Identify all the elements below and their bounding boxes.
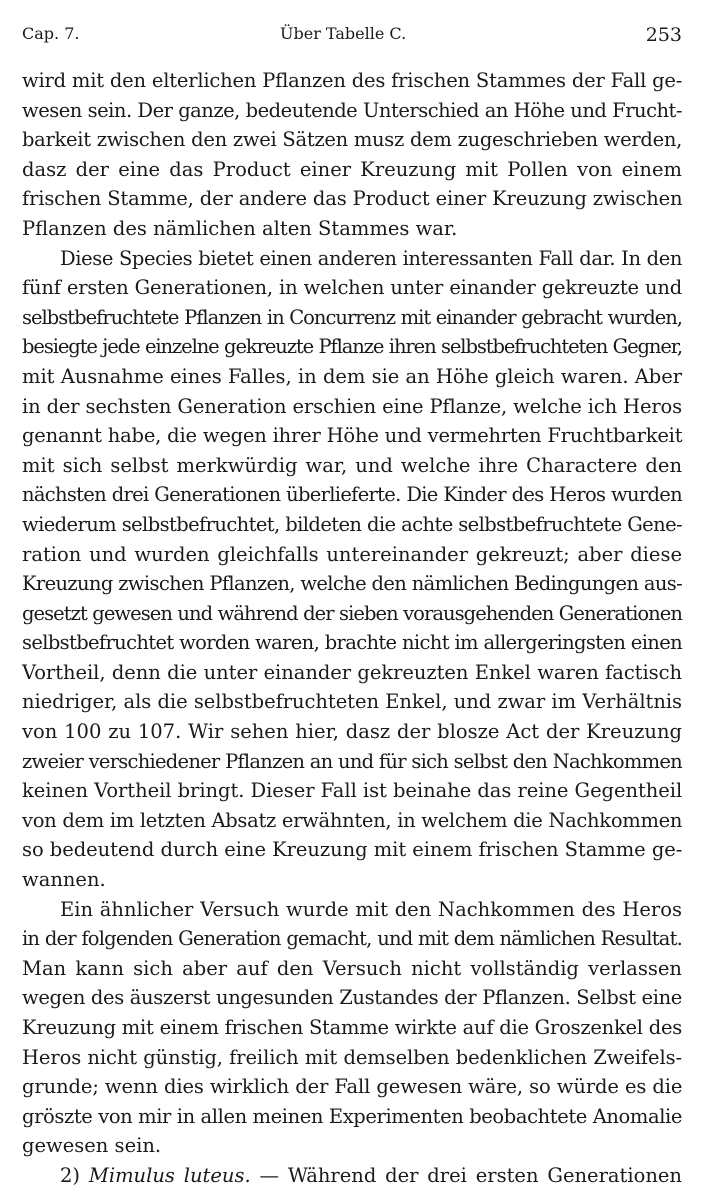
body-text — [22, 66, 682, 1191]
text-line: Heros nicht günstig, freilich mit demselben bedenklichen Zweifels- — [22, 1045, 682, 1069]
text-line: zweier verschiedener Pflanzen an und für sich selbst den Nachkommen — [22, 749, 682, 773]
section-line — [22, 1161, 682, 1191]
text-line: gesetzt gewesen und während der sieben vorausgehenden Generationen — [22, 601, 682, 625]
text-line: wiederum selbstbefruchtet, bildeten die achte selbstbefruchtete Gene- — [22, 512, 682, 536]
paragraph — [22, 244, 682, 895]
text-line: gewesen sein. — [22, 1134, 162, 1158]
text-line: Pflanzen des nämlichen alten Stammes war. — [22, 216, 458, 240]
text-line: so bedeutend durch eine Kreuzung mit einem frischen Stamme ge- — [22, 838, 683, 862]
text-line: Kreuzung zwischen Pflanzen, welche den nämlichen Bedingungen aus- — [22, 572, 683, 596]
text-line: barkeit zwischen den zwei Sätzen musz dem zugeschrieben werden, — [22, 128, 682, 152]
page-number: 253 — [645, 24, 682, 46]
text-line: genannt habe, die wegen ihrer Höhe und vermehrten Fruchtbarkeit — [22, 424, 683, 448]
text-line: wird mit den elterlichen Pflanzen des frischen Stammes der Fall ge- — [22, 69, 683, 92]
text-line: Vortheil, denn die unter einander gekreuzten Enkel waren factisch — [22, 660, 682, 684]
text-line: keinen Vortheil bringt. Dieser Fall ist beinahe das reine Gegentheil — [22, 779, 683, 803]
text-line: in der sechsten Generation erschien eine Pflanze, welche ich Heros — [22, 394, 682, 418]
species-name: Mimulus luteus. — [88, 1163, 251, 1187]
text-line: fünf ersten Generationen, in welchen unter einander gekreuzte und — [22, 276, 682, 300]
text-line: wegen des äuszerst ungesunden Zustandes der Pflanzen. Selbst eine — [22, 986, 682, 1010]
text-line: Man kann sich aber auf den Versuch nicht vollständig verlassen — [22, 956, 682, 980]
text-line: von dem im letzten Absatz erwähnten, in welchem die Nachkommen — [22, 808, 683, 832]
page-heading: Über Tabelle C. — [280, 24, 407, 43]
text-line: wesen sein. Der ganze, bedeutende Unterschied an Höhe und Frucht- — [22, 98, 682, 122]
text-line: frischen Stamme, der andere das Product einer Kreuzung zwischen — [22, 187, 683, 211]
section-heading-line — [22, 1161, 682, 1191]
text-line: selbstbefruchtet worden waren, brachte nicht im allergeringsten einen — [22, 631, 682, 655]
text-line: grunde; wenn dies wirklich der Fall gewesen wäre, so würde es die — [22, 1075, 683, 1099]
text-line: Diese Species bietet einen anderen interessanten Fall dar. In den — [60, 246, 682, 270]
text-line: wannen. — [22, 868, 106, 892]
text-line: besiegte jede einzelne gekreuzte Pflanze ihren selbstbefruchteten Gegner, — [22, 335, 682, 359]
paragraph — [22, 895, 682, 1161]
text-line: mit Ausnahme eines Falles, in dem sie an Höhe gleich waren. Aber — [22, 364, 682, 388]
text-line: Ein ähnlicher Versuch wurde mit den Nachkommen des Heros — [60, 897, 682, 921]
text-line: mit sich selbst merkwürdig war, und welche ihre Charactere den — [22, 453, 682, 477]
text-line: von 100 zu 107. Wir sehen hier, dasz der blosze Act der Kreuzung — [22, 720, 682, 744]
text-line: nächsten drei Generationen überlieferte. Die Kinder des Heros wurden — [22, 483, 682, 507]
chapter-label: Cap. 7. — [22, 24, 80, 43]
text-line: niedriger, als die selbstbefruchteten Enkel, und zwar im Verhältnis — [22, 690, 682, 714]
text-line: dasz der eine das Product einer Kreuzung mit Pollen von einem — [22, 157, 682, 181]
text-line: Kreuzung mit einem frischen Stamme wirkte auf die Groszenkel des — [22, 1016, 683, 1039]
text-line: selbstbefruchtete Pflanzen in Concurrenz mit einander gebracht wurden, — [22, 305, 682, 329]
text-line: ration und wurden gleichfalls untereinander gekreuzt; aber diese — [22, 542, 682, 566]
text-line: in der folgenden Generation gemacht, und mit dem nämlichen Resultat. — [22, 927, 682, 951]
running-header — [22, 18, 682, 48]
section-text: — Während der drei ersten Generationen — [259, 1163, 682, 1187]
text-line: gröszte von mir in allen meinen Experimenten beobachtete Anomalie — [22, 1104, 683, 1128]
section-number: 2) — [60, 1163, 81, 1187]
paragraph — [22, 66, 682, 244]
book-page — [22, 18, 682, 1191]
